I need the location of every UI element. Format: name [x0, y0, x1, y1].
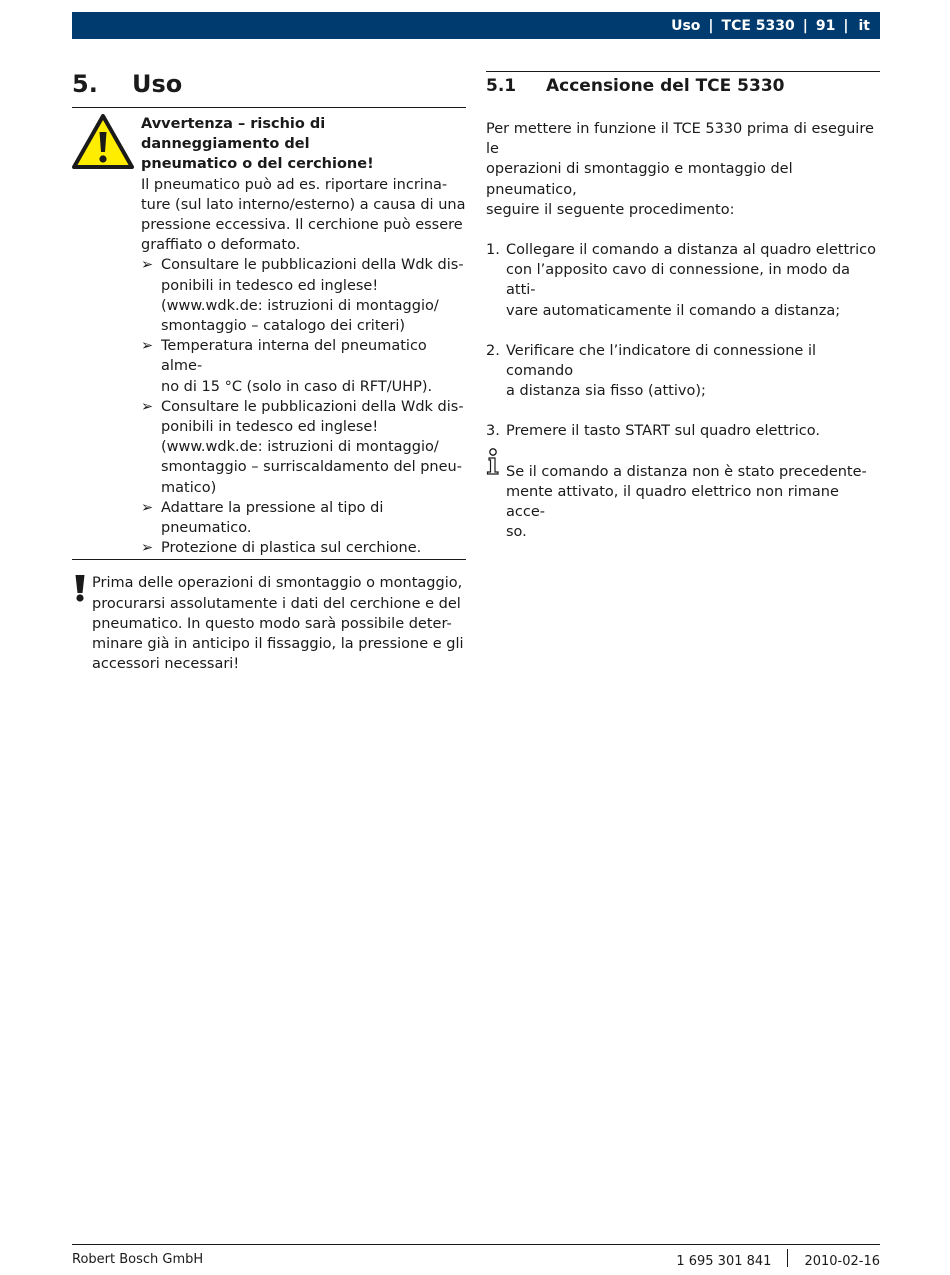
bullet-line: (www.wdk.de: istruzioni di montaggio/ — [161, 297, 439, 314]
step-item — [486, 341, 880, 402]
step-number: 1. — [486, 242, 500, 259]
intro-line: seguire il seguente procedimento: — [486, 201, 735, 218]
info-line: mente attivato, il quadro elettrico non rimane acce- — [506, 483, 839, 521]
warning-title — [141, 114, 466, 175]
note-line: minare già in anticipo il fissaggio, la pressione e gli — [92, 636, 464, 653]
info-block — [486, 462, 880, 543]
header-language: it — [858, 17, 870, 34]
footer-divider — [72, 1244, 880, 1245]
bullet-item — [141, 336, 466, 397]
note-line: pneumatico. In questo modo sarà possibile deter- — [92, 615, 452, 632]
bullet-arrow-icon: ➢ — [141, 540, 154, 557]
chapter-number: 5. — [72, 70, 98, 98]
intro-line: operazioni di smontaggio e montaggio del pneumatico, — [486, 161, 793, 198]
page-header-bar — [72, 12, 880, 39]
step-line: vare automaticamente il comando a distanza; — [506, 302, 841, 319]
warning-body-line: Il pneumatico può ad es. riportare incrina- — [141, 176, 448, 193]
step-number: 2. — [486, 342, 500, 359]
step-number: 3. — [486, 423, 500, 440]
bullet-line: Consultare le pubblicazioni della Wdk dis- — [161, 257, 464, 274]
info-text — [506, 462, 880, 543]
chapter-title-text: Uso — [132, 70, 183, 98]
header-product: TCE 5330 — [721, 17, 795, 34]
bullet-line: smontaggio – catalogo dei criteri) — [161, 318, 406, 335]
intro-line: Per mettere in funzione il TCE 5330 prima di eseguire le — [486, 121, 874, 158]
footer-company: Robert Bosch GmbH — [72, 1252, 204, 1267]
bullet-line: Temperatura interna del pneumatico alme- — [161, 338, 427, 375]
intro-paragraph — [486, 119, 880, 220]
bullet-line: Adattare la pressione al tipo di pneumatico. — [161, 499, 384, 537]
footer-separator — [787, 1249, 788, 1267]
bullet-arrow-icon: ➢ — [141, 499, 154, 516]
warning-body-line: pressione eccessiva. Il cerchione può essere — [141, 217, 463, 234]
note-line: procurarsi assolutamente i dati del cerchione e del — [92, 595, 461, 612]
header-page-number: 91 — [815, 17, 836, 34]
note-line: Prima delle operazioni di smontaggio o montaggio, — [92, 575, 463, 592]
bullet-arrow-icon: ➢ — [141, 338, 154, 355]
note-text — [92, 573, 466, 674]
bullet-line: ponibili in tedesco ed inglese! — [161, 419, 379, 436]
header-section: Uso — [671, 17, 701, 34]
left-column — [72, 66, 466, 674]
section-title-text: Accensione del TCE 5330 — [546, 76, 785, 96]
warning-body — [141, 175, 466, 256]
header-separator: | — [802, 17, 808, 34]
chapter-title — [72, 66, 466, 108]
step-line: Collegare il comando a distanza al quadro elettrico — [506, 242, 876, 259]
steps-list — [486, 240, 880, 442]
exclamation-icon — [74, 574, 86, 602]
step-line: Verificare che l’indicatore di connessione il comando — [506, 342, 817, 380]
warning-triangle-icon — [72, 114, 134, 170]
note-line: accessori necessari! — [92, 656, 240, 673]
info-line: Se il comando a distanza non è stato precedente- — [506, 463, 867, 480]
bullet-item — [141, 538, 466, 558]
bullet-item — [141, 255, 466, 336]
bullet-line: smontaggio – surriscaldamento del pneu- — [161, 459, 462, 476]
bullet-line: matico) — [161, 479, 217, 496]
warning-block — [72, 108, 466, 560]
footer-date: 2010-02-16 — [804, 1253, 880, 1269]
warning-text — [141, 114, 466, 558]
bullet-arrow-icon: ➢ — [141, 257, 154, 274]
section-title — [486, 71, 880, 102]
warning-title-line: Avvertenza – rischio di danneggiamento del — [141, 116, 326, 153]
info-icon — [486, 448, 500, 476]
bullet-item — [141, 397, 466, 498]
step-item — [486, 421, 880, 441]
note-block — [72, 573, 466, 674]
footer-doc-number: 1 695 301 841 — [676, 1253, 772, 1269]
step-item — [486, 240, 880, 321]
warning-title-line: pneumatico o del cerchione! — [141, 156, 374, 173]
header-separator: | — [708, 17, 714, 34]
right-column — [486, 71, 880, 542]
warning-bullet-list — [141, 255, 466, 558]
bullet-item — [141, 498, 466, 538]
bullet-arrow-icon: ➢ — [141, 398, 154, 415]
step-line: Premere il tasto START sul quadro elettrico. — [506, 423, 820, 440]
header-separator: | — [843, 17, 849, 34]
warning-body-line: graffiato o deformato. — [141, 237, 301, 254]
bullet-line: no di 15 °C (solo in caso di RFT/UHP). — [161, 378, 433, 395]
step-line: con l’apposito cavo di connessione, in modo da atti- — [506, 262, 851, 299]
info-line: so. — [506, 524, 527, 541]
bullet-line: ponibili in tedesco ed inglese! — [161, 277, 379, 294]
step-line: a distanza sia fisso (attivo); — [506, 383, 706, 400]
warning-body-line: ture (sul lato interno/esterno) a causa di una — [141, 196, 466, 213]
bullet-line: Protezione di plastica sul cerchione. — [161, 540, 422, 557]
bullet-line: Consultare le pubblicazioni della Wdk dis- — [161, 398, 464, 415]
bullet-line: (www.wdk.de: istruzioni di montaggio/ — [161, 439, 439, 456]
footer-right — [676, 1252, 880, 1270]
section-number: 5.1 — [486, 76, 517, 96]
